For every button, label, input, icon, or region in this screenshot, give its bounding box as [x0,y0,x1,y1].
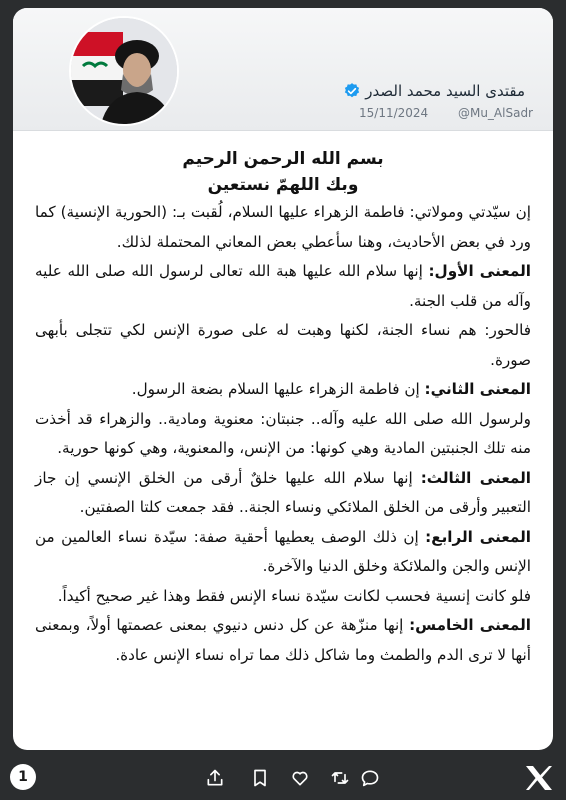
post-action-bar [0,756,566,800]
meaning-5-paragraph [35,611,531,670]
author-avatar[interactable] [71,18,177,124]
meaning-2-label: المعنى الثاني: [424,380,531,398]
meaning-4-text: إن ذلك الوصف يعطيها أحقية صفة: سيّدة نساء العالمين من الإنس والجن والملائكة وخلق الدنيا والآخرة. [35,527,531,575]
meaning-4-extra: فلو كانت إنسية فحسب لكانت سيّدة نساء الإنس فقط وهذا غير صحيح أكيداً. [57,586,531,605]
meaning-2-paragraph [35,375,531,405]
bookmark-icon[interactable] [250,768,270,788]
meaning-5-text: إنها منزّهة عن كل دنس دنيوي بمعنى عصمتها أولاً، وبمعنى أنها لا ترى الدم والطمث وما شاكل ذلك مما تراه نساء الإنس عادة. [35,616,531,664]
meaning-1-text: إنها سلام الله عليها هبة الله تعالى لرسول الله صلى الله عليه وآله من قلب الجنة. [35,262,531,310]
post-header [13,8,553,131]
meaning-3-label: المعنى الثالث: [420,468,531,487]
x-logo-icon [524,764,554,792]
meaning-4-paragraph [35,523,531,582]
reply-icon[interactable] [360,768,380,788]
like-icon[interactable] [290,768,310,788]
meaning-2-extra: ولرسول الله صلى الله عليه وآله.. جنبتان: معنوية ومادية.. والزهراء قد أخذت منه تلك الجنبتين المادية وهي كونها: من الإنس، والمعنوية، وهي كونها حورية. [35,409,531,457]
avatar-image [71,18,177,124]
author-handle[interactable]: @Mu_AlSadr [457,106,533,120]
post-title-line-2: وبك اللهمّ نستعين [207,175,359,195]
meaning-4-label: المعنى الرابع: [425,527,531,546]
share-icon[interactable] [205,768,225,788]
verified-badge-icon [343,82,361,100]
meaning-1-paragraph [35,257,531,316]
post-card [13,8,553,750]
meaning-3-text: إنها سلام الله عليها خلقٌ أرقى من الخلق الإنسي إن جاز التعبير وأرقى من الخلق الملائكي ونساء الجنة.. فقد جمعت كلتا الصفتين. [35,468,531,516]
post-body [13,146,553,670]
post-title-line-1: بسم الله الرحمن الرحيم [182,149,384,169]
intro-paragraph: إن سيّدتي ومولاتي: فاطمة الزهراء عليها السلام، لُقبت بـ: (الحورية الإنسية) كما ورد في بعض الأحاديث، وهنا سأعطي بعض المعاني المحتملة لذلك. [35,203,531,251]
meaning-2-text: إن فاطمة الزهراء عليها السلام بضعة الرسول. [131,380,425,398]
retweet-icon[interactable] [330,768,350,788]
meaning-1-label: المعنى الأول: [428,262,531,280]
post-date: 15/11/2024 [359,106,429,120]
meaning-3-paragraph [35,464,531,523]
page-number-badge: 1 [10,764,36,790]
meaning-1-extra: فالحور: هم نساء الجنة، لكنها وهبت له على صورة الإنس لكي تتجلى بأبهى صورة. [35,321,531,369]
author-name[interactable]: مقتدى السيد محمد الصدر [365,82,525,100]
meaning-5-label: المعنى الخامس: [409,616,531,634]
